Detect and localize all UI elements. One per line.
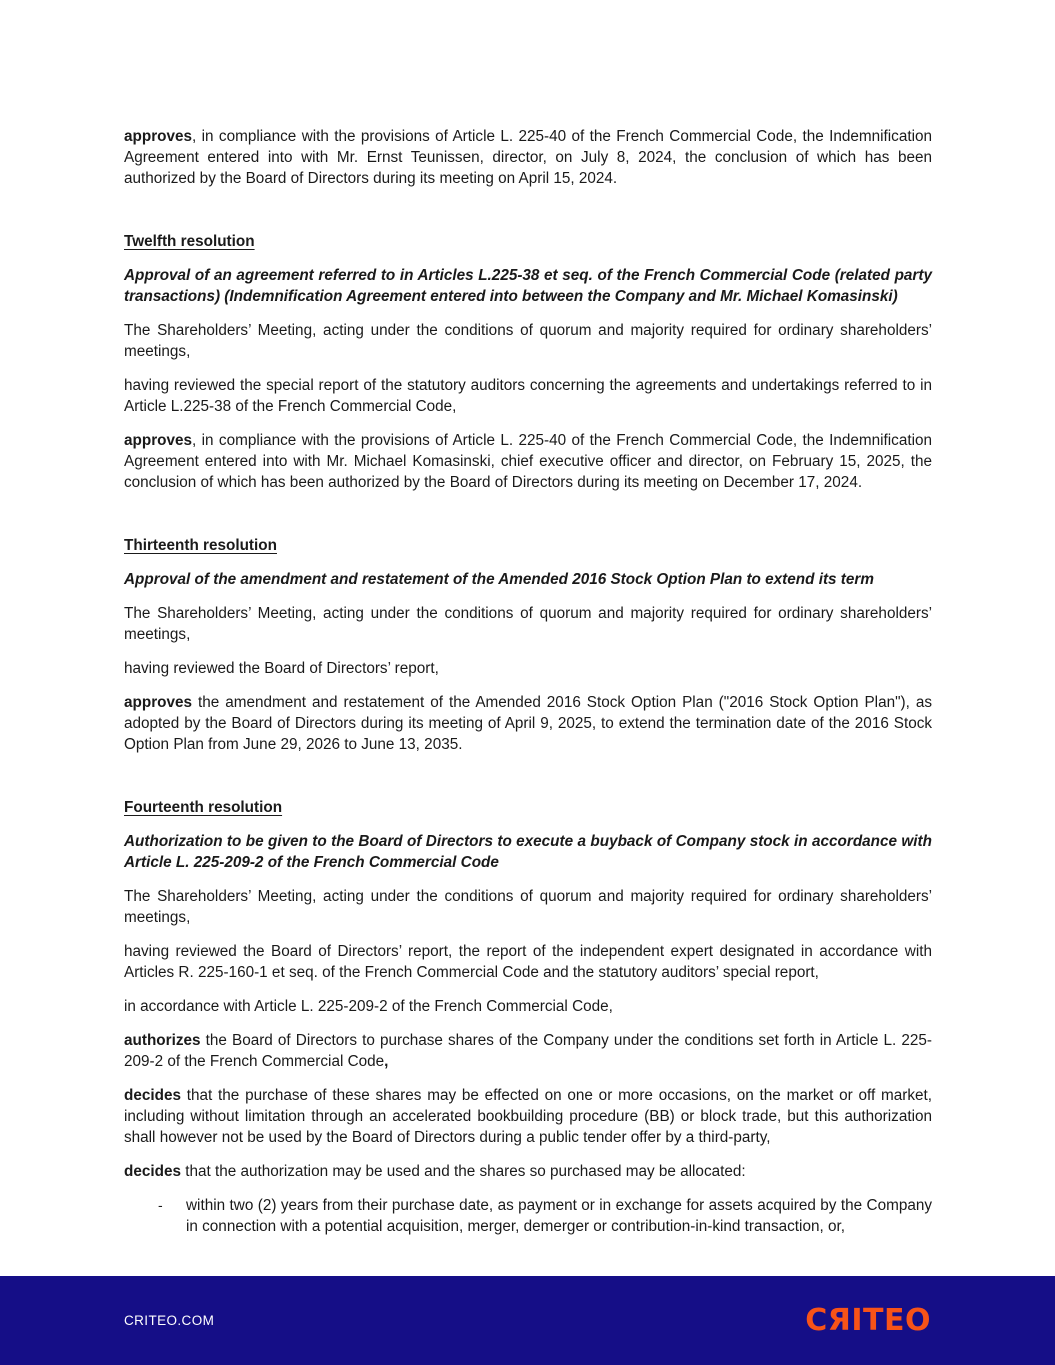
resolution-heading-twelfth xyxy=(124,231,932,252)
paragraph xyxy=(124,603,932,645)
footer-bar xyxy=(0,1276,1055,1365)
paragraph xyxy=(124,1030,932,1072)
heading-text: Thirteenth resolution xyxy=(124,537,277,554)
document-body xyxy=(124,126,932,1250)
paragraph-text: that the purchase of these shares may be effected on one or more occasions, on the market or off market, including without limitation through an accelerated bookbuilding procedure (BB) or block trade, but this authorization shall however not be used by the Board of Directors during a public tender offer by a third-party, xyxy=(124,1087,932,1146)
paragraph-text: having reviewed the Board of Directors’ report, xyxy=(124,660,439,677)
paragraph-text: The Shareholders’ Meeting, acting under the conditions of quorum and majority required for ordinary shareholders’ meetings, xyxy=(124,322,932,360)
paragraph xyxy=(124,1085,932,1148)
paragraph xyxy=(124,996,932,1017)
resolution-heading-thirteenth xyxy=(124,535,932,556)
paragraph xyxy=(124,126,932,189)
subheading-text: Approval of an agreement referred to in Articles L.225-38 et seq. of the French Commercial Code (related party transactions) (Indemnification Agreement entered into between the Company and Mr. Michael Komasinski) xyxy=(124,267,932,305)
criteo-logo: CЯITEO xyxy=(805,1303,931,1338)
paragraph-text: , in compliance with the provisions of Article L. 225-40 of the French Commercial Code, the Indemnification Agreement entered into with Mr. Ernst Teunissen, director, on July 8, 2024, the conclusion of which has been authorized by the Board of Directors during its meeting on April 15, 2024. xyxy=(124,128,932,187)
bold-lead: approves xyxy=(124,128,193,145)
paragraph-text: having reviewed the Board of Directors’ report, the report of the independent expert designated in accordance with Articles R. 225-160-1 et seq. of the French Commercial Code and the statutory auditors’ special report, xyxy=(124,943,932,981)
paragraph xyxy=(124,1161,932,1182)
subheading-text: Authorization to be given to the Board of Directors to execute a buyback of Company stock in accordance with Article L. 225-209-2 of the French Commercial Code xyxy=(124,833,932,871)
heading-text: Twelfth resolution xyxy=(124,233,255,250)
paragraph-text: The Shareholders’ Meeting, acting under the conditions of quorum and majority required for ordinary shareholders’ meetings, xyxy=(124,888,932,926)
paragraph xyxy=(124,692,932,755)
paragraph xyxy=(124,320,932,362)
paragraph-text: having reviewed the special report of the statutory auditors concerning the agreements and undertakings referred to in Article L.225-38 of the French Commercial Code, xyxy=(124,377,932,415)
paragraph-text: the amendment and restatement of the Amended 2016 Stock Option Plan ("2016 Stock Option Plan"), as adopted by the Board of Directors during its meeting of April 9, 2025, to extend the termination date of the 2016 Stock Option Plan from June 29, 2026 to June 13, 2035. xyxy=(124,694,932,753)
paragraph-text: the Board of Directors to purchase shares of the Company under the conditions set forth in Article L. 225-209-2 of the French Commercial Code xyxy=(124,1032,932,1070)
resolution-subheading xyxy=(124,569,932,590)
paragraph-text: , in compliance with the provisions of Article L. 225-40 of the French Commercial Code, the Indemnification Agreement entered into with Mr. Michael Komasinski, chief executive officer and director, on February 15, 2025, the conclusion of which has been authorized by the Board of Directors during its meeting on December 17, 2024. xyxy=(124,432,932,491)
paragraph-text: in accordance with Article L. 225-209-2 of the French Commercial Code, xyxy=(124,998,613,1015)
resolution-subheading xyxy=(124,265,932,307)
bold-trail: , xyxy=(384,1053,389,1070)
paragraph xyxy=(124,375,932,417)
resolution-heading-fourteenth xyxy=(124,797,932,818)
paragraph xyxy=(124,941,932,983)
paragraph xyxy=(124,658,932,679)
bullet-dash-marker: - xyxy=(158,1197,163,1213)
bold-lead: decides xyxy=(124,1087,181,1104)
heading-text: Fourteenth resolution xyxy=(124,799,283,816)
subheading-text: Approval of the amendment and restatement of the Amended 2016 Stock Option Plan to extend its term xyxy=(124,571,874,588)
paragraph-text: The Shareholders’ Meeting, acting under the conditions of quorum and majority required for ordinary shareholders’ meetings, xyxy=(124,605,932,643)
bold-lead: authorizes xyxy=(124,1032,201,1049)
bold-lead: approves xyxy=(124,432,193,449)
list-item xyxy=(124,1195,932,1237)
paragraph-text: that the authorization may be used and the shares so purchased may be allocated: xyxy=(180,1163,746,1180)
bold-lead: approves xyxy=(124,694,193,711)
resolution-subheading xyxy=(124,831,932,873)
paragraph xyxy=(124,430,932,493)
bold-lead: decides xyxy=(124,1163,181,1180)
paragraph xyxy=(124,886,932,928)
footer-site-link[interactable]: CRITEO.COM xyxy=(124,1313,215,1328)
list-item-text: within two (2) years from their purchase date, as payment or in exchange for assets acquired by the Company in connection with a potential acquisition, merger, demerger or contribution-in-kind transaction, or, xyxy=(186,1197,932,1235)
